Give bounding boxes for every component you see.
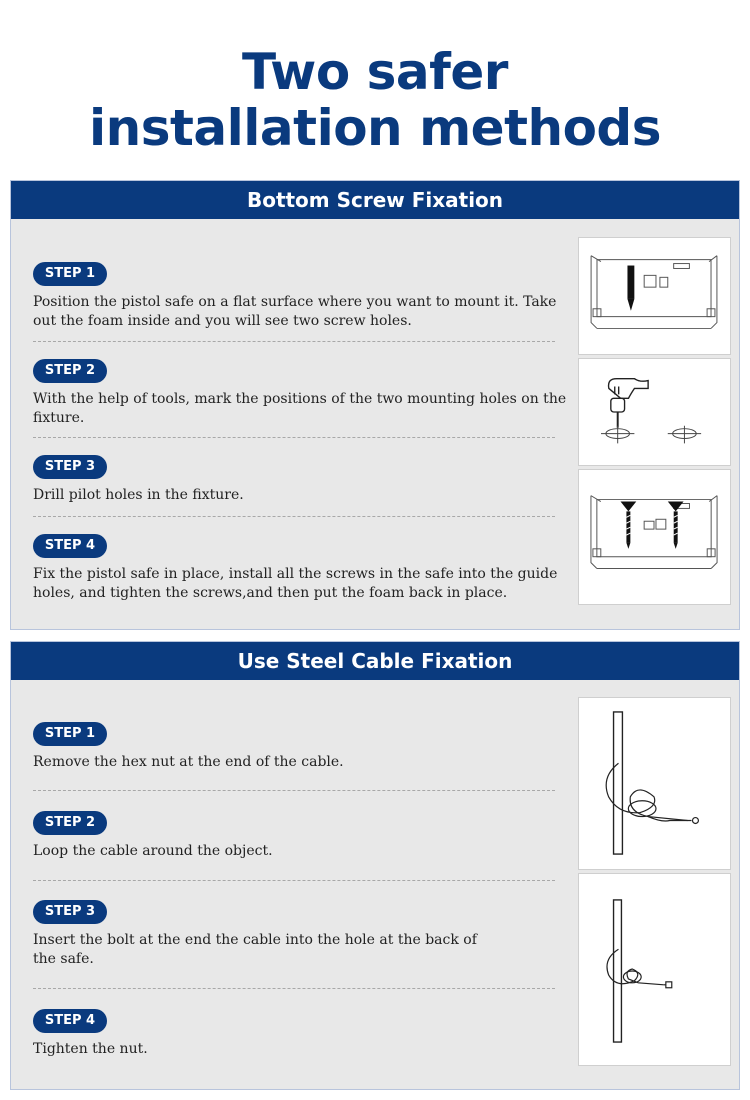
- page-title: [0, 44, 750, 156]
- step-4: [33, 1009, 563, 1069]
- divider: [33, 437, 555, 438]
- safe-with-marker-illustration: [578, 237, 731, 355]
- section-header: Use Steel Cable Fixation: [11, 642, 739, 680]
- page-title-line-2: installation methods: [89, 99, 661, 157]
- step-badge: STEP 1: [33, 262, 107, 286]
- step-badge: STEP 2: [33, 359, 107, 383]
- step-text: Fix the pistol safe in place, install all the screws in the safe into the guide holes, and tighten the screws,and then put the foam back in place.: [33, 566, 558, 601]
- safe-screws-drawing: [579, 470, 730, 604]
- divider: [33, 988, 555, 989]
- step-badge: STEP 3: [33, 455, 107, 479]
- safe-marker-drawing: [579, 238, 730, 354]
- step-text: Remove the hex nut at the end of the cable.: [33, 754, 344, 770]
- step-text: Drill pilot holes in the fixture.: [33, 487, 244, 503]
- step-1: [33, 262, 563, 332]
- step-text: With the help of tools, mark the positions of the two mounting holes on the fixture.: [33, 391, 567, 426]
- drill-drawing: [579, 359, 730, 465]
- steel-cable-section: [10, 641, 740, 1090]
- divider: [33, 516, 555, 517]
- cable-loop-illustration: [578, 697, 731, 870]
- step-text: Loop the cable around the object.: [33, 843, 273, 859]
- step-text: Position the pistol safe on a flat surface where you want to mount it. Take out the foam inside and you will see two screw holes.: [33, 294, 557, 329]
- step-badge: STEP 4: [33, 1009, 107, 1033]
- divider: [33, 790, 555, 791]
- safe-with-screws-illustration: [578, 469, 731, 605]
- cable-tightened-illustration: [578, 873, 731, 1066]
- step-1: [33, 722, 563, 782]
- step-text: Insert the bolt at the end the cable into the hole at the back of the safe.: [33, 932, 477, 967]
- divider: [33, 880, 555, 881]
- step-2: [33, 811, 563, 871]
- step-badge: STEP 4: [33, 534, 107, 558]
- step-3: [33, 900, 563, 980]
- bottom-screw-section: [10, 180, 740, 630]
- cable-tightened-drawing: [579, 874, 730, 1065]
- section-header: Bottom Screw Fixation: [11, 181, 739, 219]
- step-4: [33, 534, 563, 614]
- drill-marking-holes-illustration: [578, 358, 731, 466]
- step-3: [33, 455, 563, 505]
- step-badge: STEP 1: [33, 722, 107, 746]
- step-2: [33, 359, 567, 429]
- step-badge: STEP 3: [33, 900, 107, 924]
- cable-loop-drawing: [579, 698, 730, 869]
- page-title-line-1: Two safer: [242, 43, 508, 101]
- step-badge: STEP 2: [33, 811, 107, 835]
- step-text: Tighten the nut.: [33, 1041, 148, 1057]
- divider: [33, 341, 555, 342]
